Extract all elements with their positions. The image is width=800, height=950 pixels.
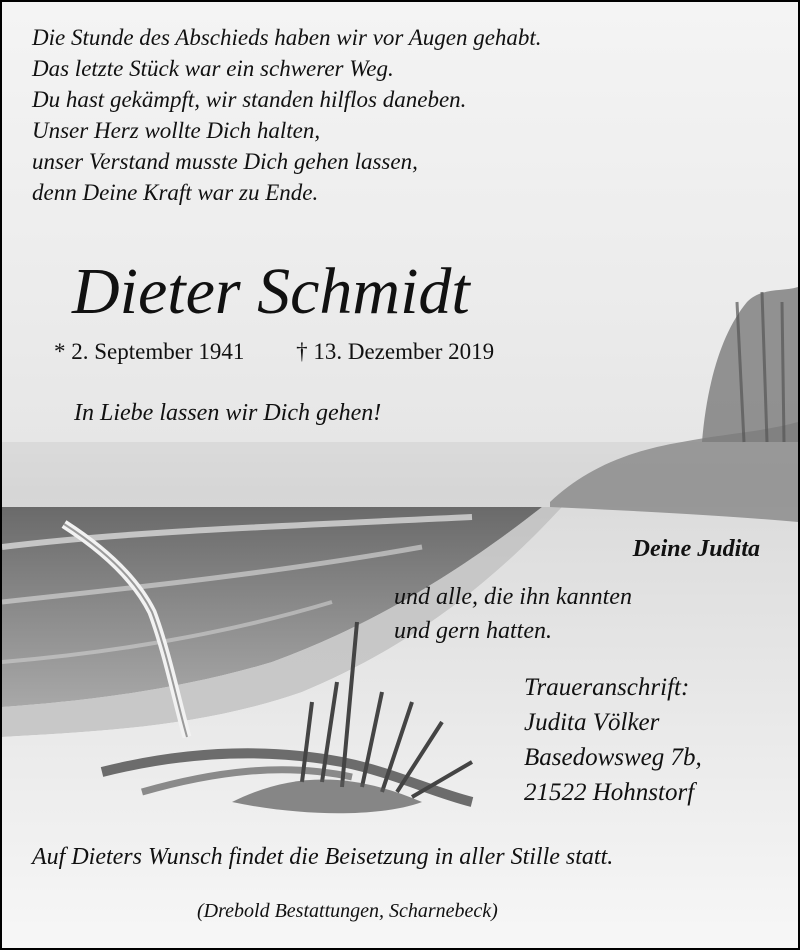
poem-line: Die Stunde des Abschieds haben wir vor Augen gehabt. xyxy=(32,25,542,50)
deceased-name: Dieter Schmidt xyxy=(72,255,470,328)
life-dates xyxy=(54,339,494,365)
address-city: 21522 Hohnstorf xyxy=(524,779,695,806)
other-mourners-line: und gern hatten. xyxy=(394,618,552,644)
address-street: Basedowsweg 7b, xyxy=(524,744,702,771)
birth-date: * 2. September 1941 xyxy=(54,339,245,364)
tagline: In Liebe lassen wir Dich gehen! xyxy=(74,400,382,426)
death-date: † 13. Dezember 2019 xyxy=(296,339,495,364)
other-mourners-line: und alle, die ihn kannten xyxy=(394,584,632,610)
poem-line: unser Verstand musste Dich gehen lassen, xyxy=(32,149,418,174)
other-mourners xyxy=(394,580,632,648)
poem-line: Das letzte Stück war ein schwerer Weg. xyxy=(32,56,394,81)
poem xyxy=(32,22,542,208)
address-label: Traueranschrift: xyxy=(524,674,690,701)
burial-note: Auf Dieters Wunsch findet die Beisetzung in aller Stille statt. xyxy=(32,844,614,870)
mourning-address xyxy=(524,670,702,810)
poem-line: Unser Herz wollte Dich halten, xyxy=(32,118,321,143)
address-name: Judita Völker xyxy=(524,709,660,736)
poem-line: denn Deine Kraft war zu Ende. xyxy=(32,180,319,205)
signer-name: Deine Judita xyxy=(632,536,760,562)
undertaker: (Drebold Bestattungen, Scharnebeck) xyxy=(197,900,498,922)
poem-line: Du hast gekämpft, wir standen hilflos daneben. xyxy=(32,87,467,112)
